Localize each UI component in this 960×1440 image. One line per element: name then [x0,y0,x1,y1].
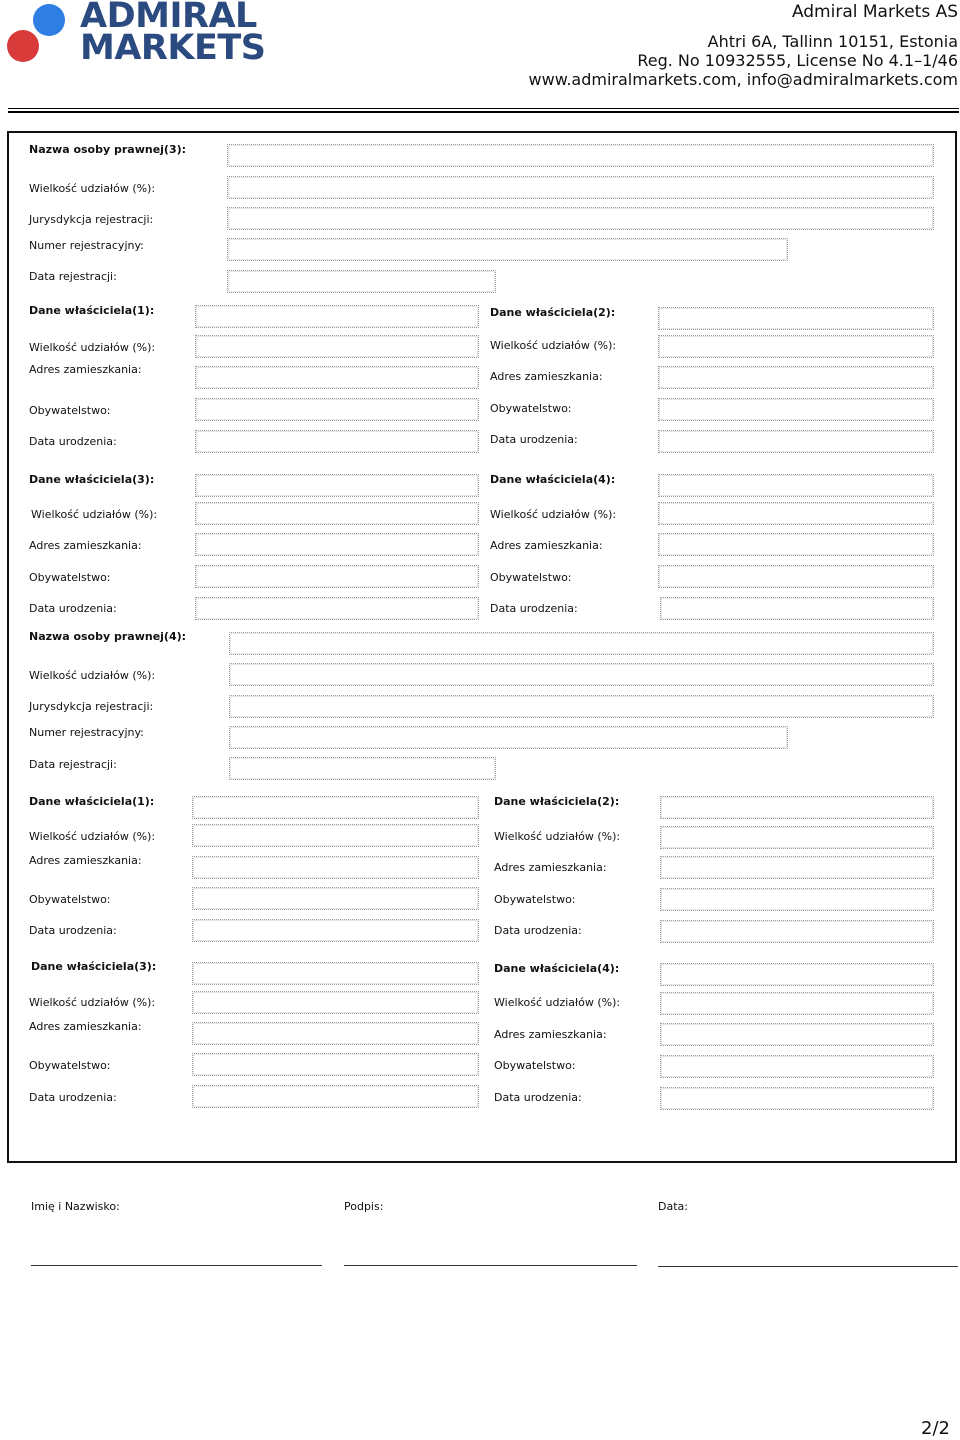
e3-owner3-shares-field[interactable] [195,502,479,525]
e4-owner4-name-field[interactable] [660,963,934,986]
logo-line-2: MARKETS [80,28,266,68]
signature-sign-label: Podpis: [344,1200,384,1213]
e4-owner3-name-field[interactable] [192,962,479,985]
entity4-reg-number-label: Numer rejestracyjny: [29,726,144,739]
e4-owner4-birth-field[interactable] [660,1087,934,1110]
e4-owner2-citizenship-label: Obywatelstwo: [494,893,576,906]
admiral-markets-logo [80,0,266,68]
e4-owner2-name-field[interactable] [660,796,934,819]
e3-owner4-address-field[interactable] [658,533,934,556]
entity3-shares-label: Wielkość udziałów (%): [29,182,156,195]
e4-owner4-address-label: Adres zamieszkania: [494,1028,607,1041]
e3-owner1-address-field[interactable] [195,366,479,389]
e3-owner4-shares-field[interactable] [658,502,934,525]
signature-date-line[interactable] [658,1266,958,1267]
e4-owner2-title: Dane właściciela(2): [494,795,620,808]
e4-owner3-birth-field[interactable] [192,1085,479,1108]
entity4-jurisdiction-label: Jurysdykcja rejestracji: [29,700,154,713]
e3-owner1-birth-label: Data urodzenia: [29,435,117,448]
signature-date-label: Data: [658,1200,688,1213]
e3-owner3-citizenship-field[interactable] [195,565,479,588]
entity4-jurisdiction-field[interactable] [229,695,934,718]
entity4-reg-date-field[interactable] [229,757,496,780]
company-address: Ahtri 6A, Tallinn 10151, Estonia [707,32,958,51]
entity3-shares-field[interactable] [227,176,934,199]
e3-owner2-address-label: Adres zamieszkania: [490,370,603,383]
e4-owner3-address-field[interactable] [192,1022,479,1045]
entity3-name-field[interactable] [227,144,934,167]
e3-owner1-citizenship-field[interactable] [195,398,479,421]
e3-owner1-birth-field[interactable] [195,430,479,453]
e4-owner1-shares-field[interactable] [192,824,479,847]
e4-owner1-title: Dane właściciela(1): [29,795,155,808]
e3-owner4-name-field[interactable] [658,474,934,497]
e3-owner1-citizenship-label: Obywatelstwo: [29,404,111,417]
e3-owner4-address-label: Adres zamieszkania: [490,539,603,552]
entity3-reg-number-field[interactable] [227,238,788,261]
e3-owner3-birth-field[interactable] [195,597,479,620]
e4-owner4-address-field[interactable] [660,1023,934,1046]
e4-owner2-citizenship-field[interactable] [660,888,934,911]
entity3-reg-date-field[interactable] [227,270,496,293]
e3-owner4-birth-label: Data urodzenia: [490,602,578,615]
header-divider-top [8,108,959,109]
header-divider-bottom [8,111,959,113]
e4-owner3-shares-field[interactable] [192,991,479,1014]
e3-owner4-birth-field[interactable] [660,597,934,620]
e4-owner2-birth-field[interactable] [660,920,934,943]
e3-owner2-citizenship-field[interactable] [658,398,934,421]
e3-owner2-birth-field[interactable] [658,430,934,453]
e3-owner3-name-field[interactable] [195,474,479,497]
entity3-name-label: Nazwa osoby prawnej(3): [29,143,187,156]
company-name: Admiral Markets AS [791,2,958,22]
e4-owner2-shares-field[interactable] [660,826,934,849]
e3-owner2-birth-label: Data urodzenia: [490,433,578,446]
e3-owner4-shares-label: Wielkość udziałów (%): [490,508,617,521]
e4-owner4-shares-label: Wielkość udziałów (%): [494,996,621,1009]
e3-owner3-address-field[interactable] [195,533,479,556]
entity3-reg-date-label: Data rejestracji: [29,270,117,283]
e3-owner2-name-field[interactable] [658,307,934,330]
logo-line-1: ADMIRAL [80,0,257,36]
e4-owner1-birth-field[interactable] [192,919,479,942]
e3-owner1-shares-field[interactable] [195,335,479,358]
entity3-reg-number-label: Numer rejestracyjny: [29,239,144,252]
e4-owner4-citizenship-field[interactable] [660,1055,934,1078]
e4-owner3-citizenship-label: Obywatelstwo: [29,1059,111,1072]
company-registration: Reg. No 10932555, License No 4.1–1/46 [637,51,958,70]
entity3-jurisdiction-field[interactable] [227,207,934,230]
signature-name-label: Imię i Nazwisko: [31,1200,120,1213]
e3-owner1-address-label: Adres zamieszkania: [29,363,142,376]
e3-owner2-citizenship-label: Obywatelstwo: [490,402,572,415]
e3-owner2-address-field[interactable] [658,366,934,389]
e4-owner1-address-label: Adres zamieszkania: [29,854,142,867]
e4-owner3-shares-label: Wielkość udziałów (%): [29,996,156,1009]
e3-owner1-title: Dane właściciela(1): [29,304,155,317]
e4-owner3-title: Dane właściciela(3): [31,960,157,973]
e3-owner4-citizenship-field[interactable] [658,565,934,588]
entity3-jurisdiction-label: Jurysdykcja rejestracji: [29,213,154,226]
e4-owner1-name-field[interactable] [192,796,479,819]
e3-owner2-title: Dane właściciela(2): [490,306,616,319]
entity4-name-label: Nazwa osoby prawnej(4): [29,630,187,643]
page-number: 2/2 [921,1418,950,1439]
e3-owner3-shares-label: Wielkość udziałów (%): [31,508,158,521]
e4-owner2-address-field[interactable] [660,856,934,879]
e4-owner2-address-label: Adres zamieszkania: [494,861,607,874]
entity4-shares-field[interactable] [229,663,934,686]
signature-name-line[interactable] [31,1265,322,1266]
e3-owner2-shares-field[interactable] [658,335,934,358]
admiral-markets-logo-mark [6,2,68,64]
e4-owner2-birth-label: Data urodzenia: [494,924,582,937]
entity4-reg-number-field[interactable] [229,726,788,749]
e4-owner4-citizenship-label: Obywatelstwo: [494,1059,576,1072]
e4-owner4-birth-label: Data urodzenia: [494,1091,582,1104]
e4-owner3-birth-label: Data urodzenia: [29,1091,117,1104]
e3-owner2-shares-label: Wielkość udziałów (%): [490,339,617,352]
signature-sign-line[interactable] [344,1265,637,1266]
e3-owner4-title: Dane właściciela(4): [490,473,616,486]
e3-owner1-shares-label: Wielkość udziałów (%): [29,341,156,354]
e4-owner1-citizenship-field[interactable] [192,887,479,910]
e4-owner1-citizenship-label: Obywatelstwo: [29,893,111,906]
entity4-reg-date-label: Data rejestracji: [29,758,117,771]
e3-owner3-citizenship-label: Obywatelstwo: [29,571,111,584]
e4-owner4-shares-field[interactable] [660,992,934,1015]
entity4-shares-label: Wielkość udziałów (%): [29,669,156,682]
e4-owner1-shares-label: Wielkość udziałów (%): [29,830,156,843]
e4-owner4-title: Dane właściciela(4): [494,962,620,975]
e3-owner1-name-field[interactable] [195,305,479,328]
company-web: www.admiralmarkets.com, info@admiralmarkets.com [528,70,958,89]
e3-owner3-title: Dane właściciela(3): [29,473,155,486]
e4-owner1-birth-label: Data urodzenia: [29,924,117,937]
e3-owner3-address-label: Adres zamieszkania: [29,539,142,552]
e4-owner2-shares-label: Wielkość udziałów (%): [494,830,621,843]
e4-owner3-citizenship-field[interactable] [192,1053,479,1076]
e4-owner3-address-label: Adres zamieszkania: [29,1020,142,1033]
entity4-name-field[interactable] [229,632,934,655]
e3-owner4-citizenship-label: Obywatelstwo: [490,571,572,584]
e4-owner1-address-field[interactable] [192,856,479,879]
e3-owner3-birth-label: Data urodzenia: [29,602,117,615]
